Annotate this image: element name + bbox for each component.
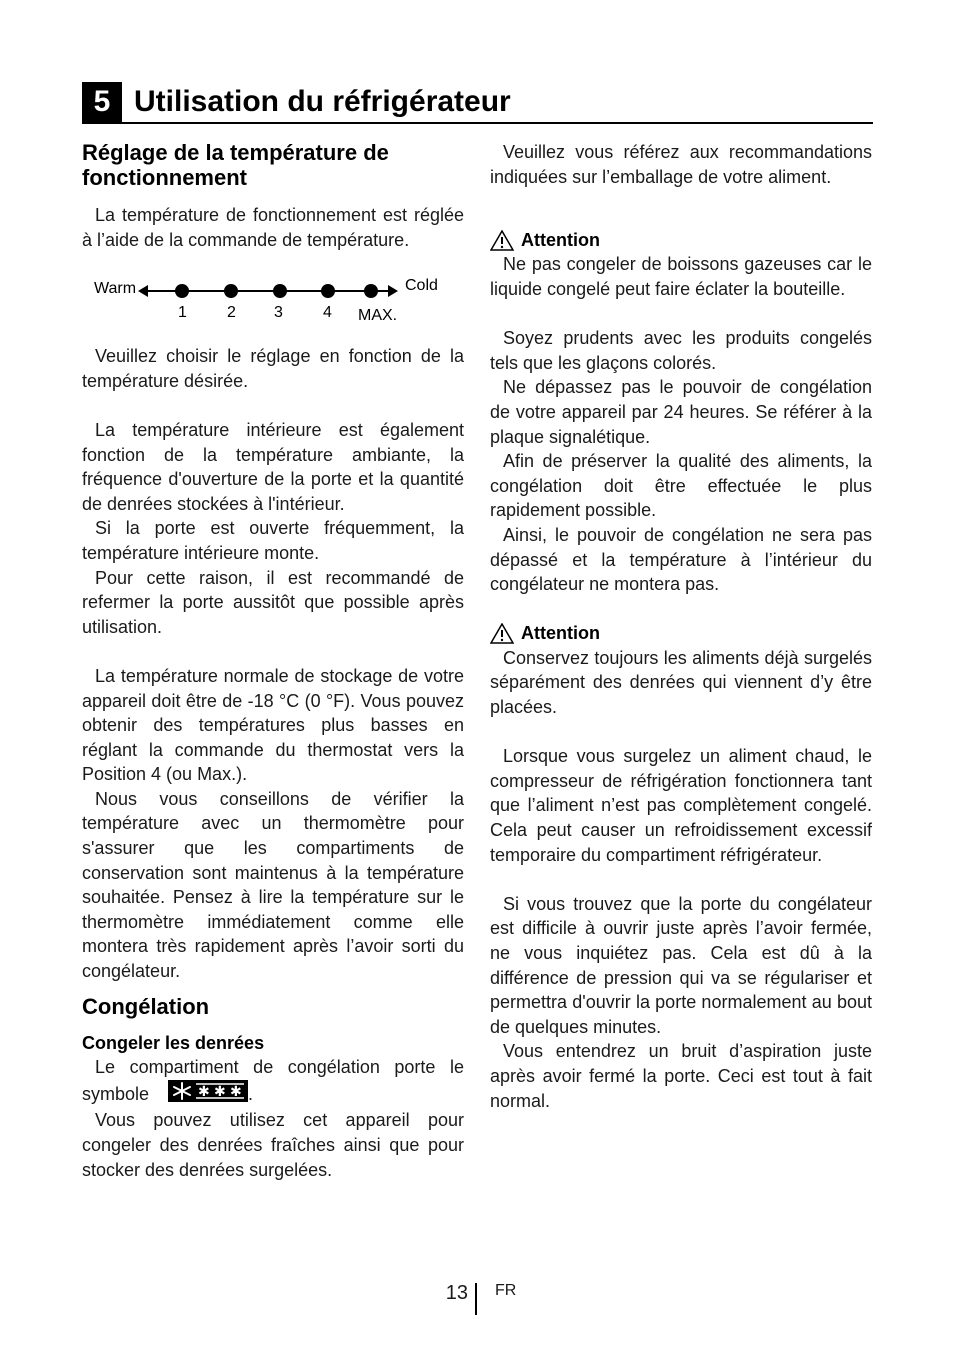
dial-position-label: 4 [323,304,332,322]
dial-position-label: MAX. [358,307,398,325]
paragraph: Soyez prudents avec les produits congelés tels que les glaçons colorés. [490,328,872,373]
paragraph: Pour cette raison, il est recommandé de refermer la porte aussitôt que possible après utilisation. [82,567,464,637]
dial-dot-2 [224,284,238,298]
paragraph-symbol [82,1055,464,1108]
paragraph: La température intérieure est également fonction de la température ambiante, la fréquence d'ouverture de la porte et la quantité de denrées stockées à l'intérieur. [82,419,464,514]
warm-label: Warm [94,280,137,298]
paragraph: Nous vous conseillons de vérifier la température avec un thermomètre pour s'assurer que les compartiments de conservation sont maintenus à la température souhaitée. Pensez à lire la température sur le thermomètre immédiatement comme elle montera très rapidement après l’avoir sorti du congélateur. [82,788,464,982]
attention-label: Attention [521,229,600,250]
section-number: 5 [82,82,122,122]
dial-dot-1 [175,284,189,298]
freezing-subheading: Congeler les denrées [82,1032,265,1053]
warning-triangle-icon [490,623,514,644]
svg-text:✱: ✱ [198,1083,210,1100]
paragraph: Afin de préserver la qualité des aliments, la congélation doit être effectuée le plus rapidement possible. [490,451,872,521]
paragraph: Si vous trouvez que la porte du congélateur est difficile à ouvrir juste après l’avoir fermée, ne vous inquiétez pas. Cela est dû à la différence de pression qui va se régulariser et permettra d'ouvrir la porte normalement au bout de quelques minutes. [490,893,872,1037]
paragraph: Vous entendrez un bruit d’aspiration juste après avoir fermé la porte. Ceci est tout à fait normal. [490,1041,872,1111]
attention-heading [490,621,872,646]
attention-label: Attention [521,623,600,644]
temperature-dial-diagram [82,276,464,334]
paragraph: La température normale de stockage de votre appareil doit être de -18 °C (0 °F). Vous pouvez obtenir des températures plus basses en réglant la commande du thermostat vers la Position 4 (ou Max.). [82,665,464,785]
dial-dot-4 [321,284,335,298]
symbol-sentence-end: . [248,1083,254,1104]
dial-position-label: 3 [274,304,283,322]
paragraph: Si la porte est ouverte fréquemment, la température intérieure monte. [82,518,464,563]
attention-heading [490,228,872,253]
dial-dot-3 [273,284,287,298]
paragraph: Veuillez vous référez aux recommandations indiquées sur l’emballage de votre aliment. [490,142,872,187]
cold-label: Cold [405,277,438,295]
temperature-heading: Réglage de la température de fonctionnement [82,140,389,190]
paragraph: Ne dépassez pas le pouvoir de congélation de votre appareil par 24 heures. Se référer à la plaque signalétique. [490,377,872,447]
warm-arrow-icon [138,285,148,297]
section-header [82,82,873,124]
page-number: 13 [445,1282,468,1304]
right-column [490,140,872,1113]
paragraph: Conservez toujours les aliments déjà surgelés séparément des denrées qui viennent d’y être placées. [490,647,872,718]
warning-triangle-icon [490,230,514,251]
svg-text:✱: ✱ [214,1083,226,1100]
paragraph: Veuillez choisir le réglage en fonction de la température désirée. [82,346,464,391]
dial-position-label: 1 [178,304,187,322]
dial-position-label: 2 [227,304,236,322]
left-column [82,140,464,1182]
paragraph: Vous pouvez utilisez cet appareil pour congeler des denrées fraîches ainsi que pour stocker des denrées surgelées. [82,1110,464,1180]
symbol-sentence-text: Le compartiment de congélation porte le symbole [82,1057,464,1104]
paragraph: Ainsi, le pouvoir de congélation ne sera pas dépassé et la température à l’intérieur du congélateur ne montera pas. [490,524,872,595]
paragraph: Lorsque vous surgelez un aliment chaud, le compresseur de réfrigération fonctionnera tant que l’aliment n’est pas complètement congelé. Cela peut causer un refroidissement excessif temporaire du compartiment réfrigérateur. [490,746,872,865]
freezing-heading: Congélation [82,993,210,1019]
cold-arrow-icon [388,285,398,297]
paragraph: La température de fonctionnement est réglée à l’aide de la commande de température. [82,205,464,250]
language-code: FR [495,1282,517,1299]
four-star-freezer-icon [155,1080,248,1109]
svg-text:✱: ✱ [230,1083,242,1100]
section-title: Utilisation du réfrigérateur [134,85,511,118]
dial-dot-max [364,284,378,298]
footer-divider [475,1283,477,1315]
paragraph: Ne pas congeler de boissons gazeuses car le liquide congelé peut faire éclater la bouteille. [490,254,872,299]
